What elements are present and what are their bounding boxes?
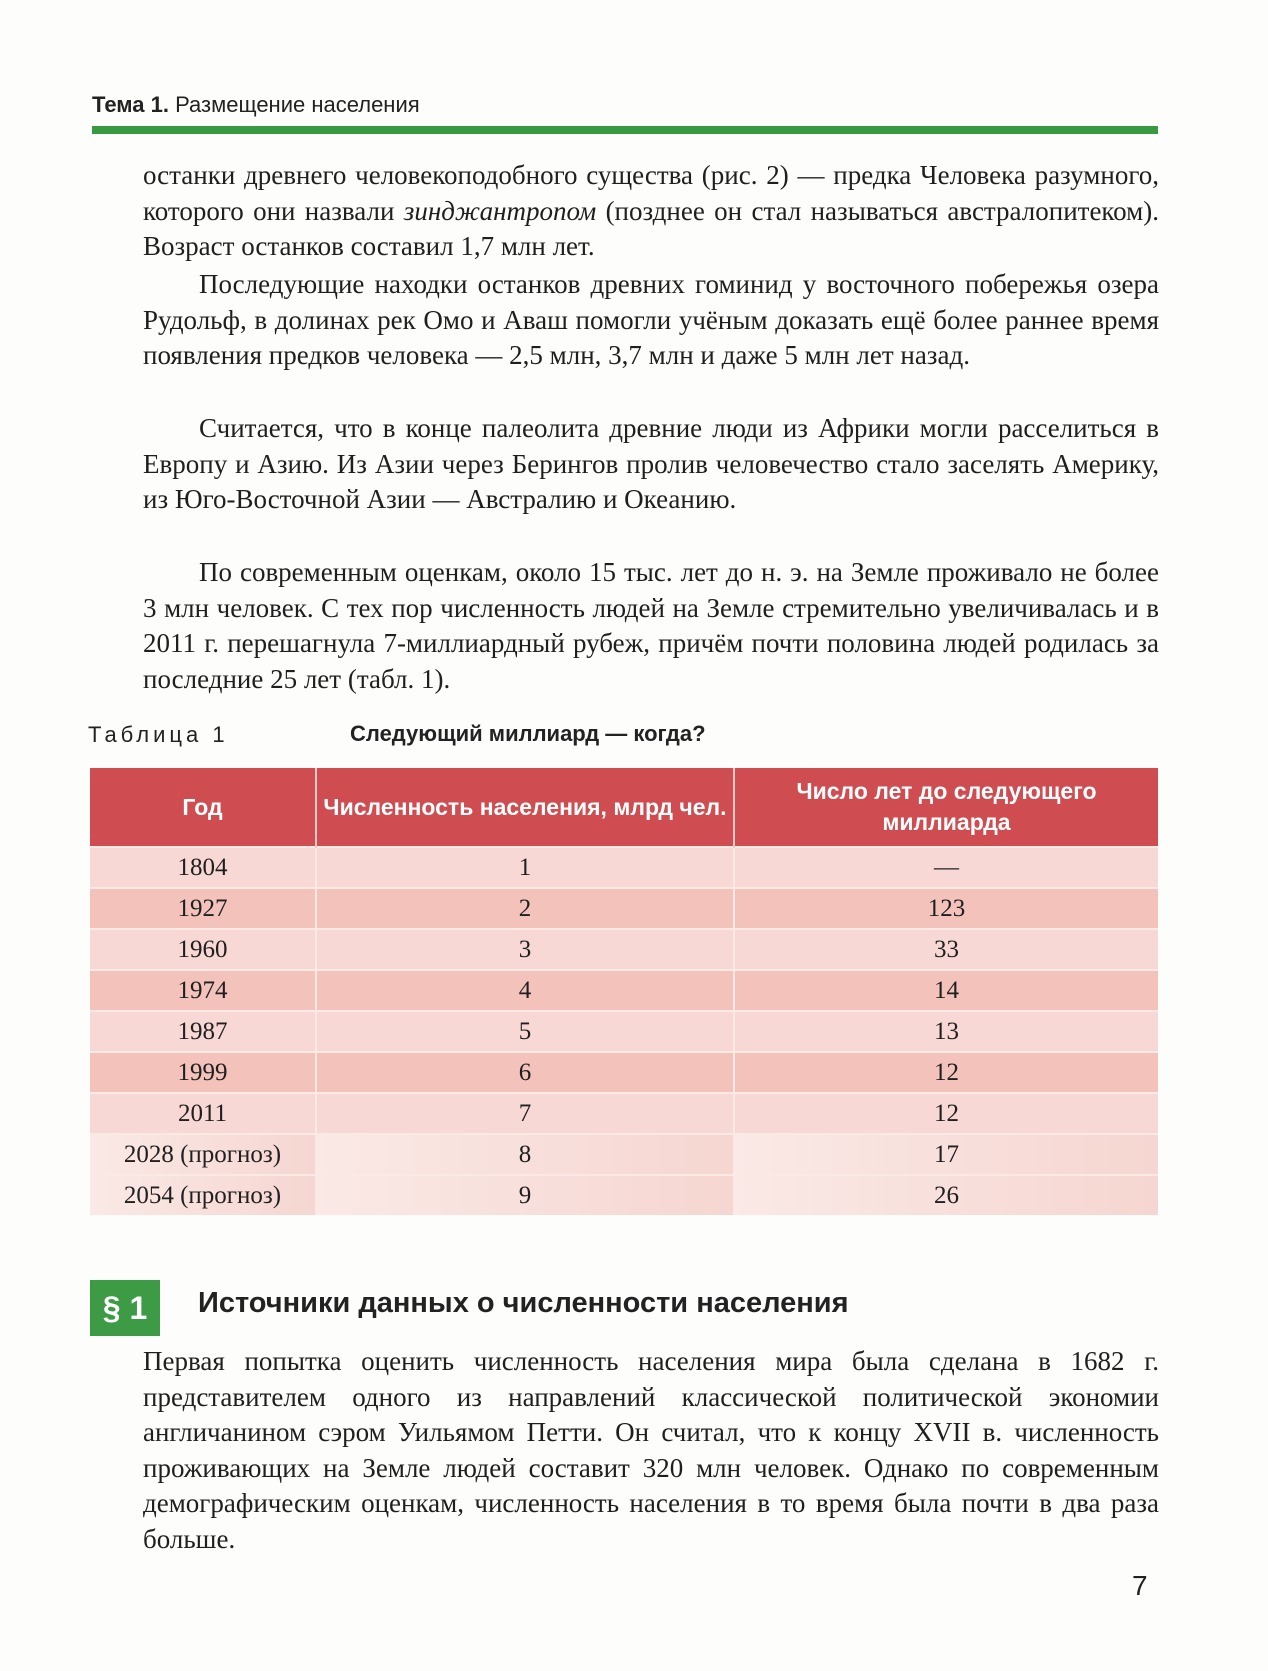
section-number-badge: § 1	[90, 1280, 160, 1336]
cell-years-to-next: 26	[734, 1175, 1158, 1215]
page-number: 7	[1132, 1570, 1148, 1601]
paragraph-1	[143, 158, 1159, 265]
cell-years-to-next: 12	[734, 1052, 1158, 1093]
header-rule	[92, 126, 1158, 134]
paragraph-1-part-a: останки древнего человекоподобного существа (рис. 2) — предка Человека разумного, которого они назвали	[143, 160, 1159, 226]
cell-years-to-next: —	[734, 847, 1158, 888]
cell-population: 4	[316, 970, 734, 1011]
cell-year: 2011	[90, 1093, 316, 1134]
cell-years-to-next: 13	[734, 1011, 1158, 1052]
paragraph-1-italic-term: зинджантропом	[403, 195, 597, 226]
table-row	[90, 1093, 1158, 1134]
column-header-years-to-next: Число лет до следующего миллиарда	[734, 768, 1158, 847]
cell-population: 8	[316, 1134, 734, 1175]
table-row	[90, 1134, 1158, 1175]
table-row	[90, 1011, 1158, 1052]
cell-year: 1987	[90, 1011, 316, 1052]
topic-title: Размещение населения	[175, 92, 420, 117]
table-caption: Таблица 1	[88, 722, 229, 747]
population-table	[90, 768, 1158, 1215]
table-row	[90, 970, 1158, 1011]
cell-year: 1927	[90, 888, 316, 929]
paragraph-3: Считается, что в конце палеолита древние люди из Африки могли расселиться в Европу и Азию. Из Азии через Берингов пролив человечество стало заселять Америку, из Юго-Восточной Азии — Австралию и Океанию.	[143, 413, 1159, 514]
topic-label: Тема 1.	[92, 92, 169, 117]
cell-years-to-next: 33	[734, 929, 1158, 970]
cell-year: 1999	[90, 1052, 316, 1093]
cell-population: 2	[316, 888, 734, 929]
table-row	[90, 929, 1158, 970]
cell-population: 5	[316, 1011, 734, 1052]
table-row	[90, 847, 1158, 888]
cell-year: 1804	[90, 847, 316, 888]
column-header-population: Численность населения, млрд чел.	[316, 768, 734, 847]
section-paragraph: Первая попытка оценить численность населения мира была сделана в 1682 г. представителем одного из направлений классической политической экономии англичанином сэром Уильямом Петти. Он считал, что к концу XVII в. численность проживающих на Земле людей составит 320 млн человек. Однако по современным демографическим оценкам, численность населения в то время была почти в два раза больше.	[143, 1346, 1159, 1554]
paragraph-4: По современным оценкам, около 15 тыс. лет до н. э. на Земле проживало не более 3 млн человек. С тех пор численность людей на Земле стремительно увеличивалась и в 2011 г. перешагнула 7-миллиардный рубеж, причём почти половина людей родилась за последние 25 лет (табл. 1).	[143, 557, 1159, 694]
page-header	[92, 92, 1158, 118]
cell-year: 1960	[90, 929, 316, 970]
cell-years-to-next: 123	[734, 888, 1158, 929]
table-row	[90, 1052, 1158, 1093]
cell-year: 2054 (прогноз)	[90, 1175, 316, 1215]
cell-population: 6	[316, 1052, 734, 1093]
cell-year: 2028 (прогноз)	[90, 1134, 316, 1175]
section-title: Источники данных о численности населения	[198, 1287, 849, 1319]
cell-years-to-next: 17	[734, 1134, 1158, 1175]
table-row	[90, 888, 1158, 929]
cell-year: 1974	[90, 970, 316, 1011]
table-title: Следующий миллиард — когда?	[350, 721, 706, 746]
cell-population: 3	[316, 929, 734, 970]
table-header-row	[90, 768, 1158, 847]
column-header-year: Год	[90, 768, 316, 847]
cell-population: 9	[316, 1175, 734, 1215]
paragraph-1-part-b: (позднее он стал называться австралопитеком). Возраст останков составил 1,7 млн лет.	[143, 195, 1159, 261]
table-row	[90, 1175, 1158, 1215]
cell-population: 1	[316, 847, 734, 888]
cell-population: 7	[316, 1093, 734, 1134]
paragraph-2: Последующие находки останков древних гоминид у восточного побережья озера Рудольф, в долинах рек Омо и Аваш помогли учёным доказать ещё более раннее время появления предков человека — 2,5 млн, 3,7 млн и даже 5 млн лет назад.	[143, 269, 1159, 370]
cell-years-to-next: 12	[734, 1093, 1158, 1134]
cell-years-to-next: 14	[734, 970, 1158, 1011]
